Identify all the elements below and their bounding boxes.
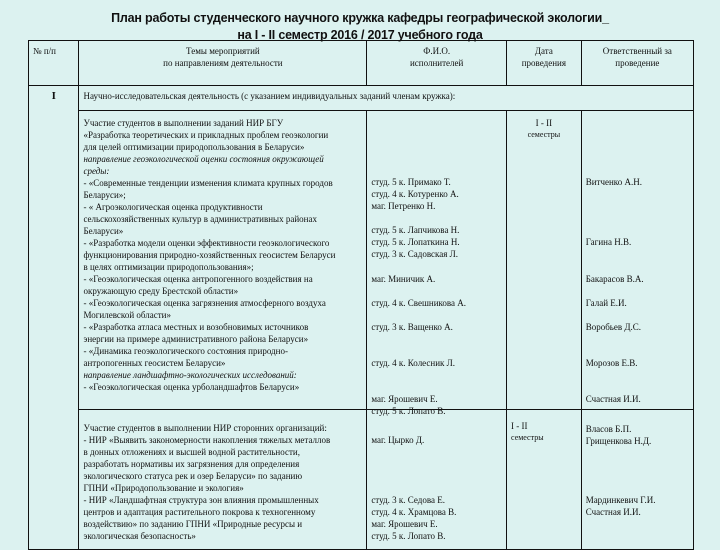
text-line: Участие студентов в выполнении заданий НИР БГУ — [83, 118, 284, 128]
executor-name: студ. 5 к. Лапчикова Н. — [371, 225, 460, 235]
text-line: Участие студентов в выполнении НИР сторонних организаций: — [83, 423, 327, 433]
header-row — [29, 41, 694, 86]
text-line: направление геоэкологической оценки состояния окружающей — [83, 154, 324, 164]
responsible-name: Власов Б.П. — [585, 424, 632, 434]
text-line: - «Динамика геоэкологического состояния природно- — [83, 346, 288, 356]
responsible-name: Галай Е.И. — [585, 298, 627, 308]
responsible-name: Мардинкевич Г.И. — [585, 495, 656, 505]
text-line: антропогенных геосистем Беларуси» — [83, 358, 226, 368]
header-date: Дата проведения — [507, 41, 582, 86]
text-line: центров и адаптация растительного покрова к техногенному — [83, 507, 316, 517]
executor-name: студ. 3 к. Ващенко А. — [371, 322, 453, 332]
header-num: № п/п — [29, 41, 79, 86]
executor-name: студ. 4 к. Котуренко А. — [371, 189, 459, 199]
date-cell: I - II семестры — [507, 410, 582, 550]
text-line: экологическая безопасность» — [83, 531, 196, 541]
executor-name: студ. 5 к. Лопато В. — [371, 531, 446, 541]
responsible-name: Бакарасов В.А. — [585, 274, 644, 284]
responsible-name: Морозов Е.В. — [585, 358, 638, 368]
text-line: экологического статуса рек и озер Беларуси» по заданию — [83, 471, 303, 481]
text-line: - « Агроэкологическая оценка продуктивности — [83, 202, 263, 212]
text-line: Беларуси» — [83, 226, 124, 236]
text-line: - «Геоэкологическая оценка загрязнения атмосферного воздуха — [83, 298, 326, 308]
text-line: в целях оптимизации природопользования»; — [83, 262, 254, 272]
text-line: энергии на примере административного района Беларуси» — [83, 334, 309, 344]
responsible-name: Гагина Н.В. — [585, 237, 632, 247]
responsible-name: Счастная И.И. — [585, 507, 641, 517]
text-line: в донных отложениях и высшей водной растительности, — [83, 447, 300, 457]
text-line: для целей оптимизации природопользования в Беларуси» — [83, 142, 305, 152]
text-line: - «Геоэкологическая оценка урболандшафтов Беларуси» — [83, 382, 300, 392]
executor-name: студ. 5 к. Примако Т. — [371, 177, 451, 187]
executor-name: студ. 5 к. Лопаткина Н. — [371, 237, 460, 247]
text-line: функционирования природно-хозяйственных геосистем Беларуси — [83, 250, 336, 260]
table-row — [29, 410, 694, 550]
topic-cell — [79, 410, 367, 550]
text-line: Беларуси»; — [83, 190, 126, 200]
header-topic: Темы мероприятий по направлениям деятельности — [79, 41, 367, 86]
table-row — [29, 111, 694, 410]
responsible-name: Грищенкова Н.Д. — [585, 436, 652, 446]
responsible-cell — [581, 410, 693, 550]
page-title — [0, 10, 720, 44]
text-line: - «Современные тенденции изменения климата крупных городов — [83, 178, 333, 188]
text-line: окружающую среду Брестской области» — [83, 286, 239, 296]
executor-name: маг. Цырко Д. — [371, 435, 425, 445]
fio-cell — [367, 410, 507, 550]
topic-cell — [79, 111, 367, 410]
text-line: воздействию» по заданию ГПНИ «Природные ресурсы и — [83, 519, 303, 529]
executor-name: маг. Миничик А. — [371, 274, 436, 284]
text-line: Могилевской области» — [83, 310, 171, 320]
title-line-1: План работы студенческого научного кружка кафедры географической экологии_ — [111, 11, 609, 25]
text-line: направление ландшафтно-экологических исследований: — [83, 370, 297, 380]
section-row — [29, 86, 694, 111]
executor-name: студ. 4 к. Храмцова В. — [371, 507, 457, 517]
executor-name: маг. Ярошевич Е. — [371, 519, 438, 529]
text-line: - «Разработка атласа местных и возобновимых источников — [83, 322, 309, 332]
header-responsible: Ответственный за проведение — [581, 41, 693, 86]
executor-name: студ. 5 к. Лопато В. — [371, 406, 446, 416]
executor-name: студ. 4 к. Свешникова А. — [371, 298, 467, 308]
plan-table — [28, 40, 694, 550]
text-line: - «Разработка модели оценки эффективности геоэкологического — [83, 238, 330, 248]
executor-name: студ. 4 к. Колесник Л. — [371, 358, 456, 368]
responsible-cell — [581, 111, 693, 410]
executor-name: маг. Петренко Н. — [371, 201, 436, 211]
date-cell: I - II семестры — [507, 111, 582, 410]
text-line: разработать нормативы их загрязнения для определения — [83, 459, 300, 469]
responsible-name: Воробьев Д.С. — [585, 322, 642, 332]
text-line: - «Геоэкологическая оценка антропогенного воздействия на — [83, 274, 313, 284]
text-line: сельскохозяйственных культур в административных районах — [83, 214, 317, 224]
responsible-name: Счастная И.И. — [585, 394, 641, 404]
responsible-name: Витченко А.Н. — [585, 177, 642, 187]
executor-name: маг. Ярошевич Е. — [371, 394, 438, 404]
text-line: ГПНИ «Природопользование и экология» — [83, 483, 244, 493]
text-line: - НИР «Ландшафтная структура зон влияния промышленных — [83, 495, 319, 505]
section-title: Научно-исследовательская деятельность (с указанием индивидуальных заданий членам кружка): — [79, 86, 694, 111]
fio-cell — [367, 111, 507, 416]
section-number: I — [29, 86, 79, 550]
text-line: среды: — [83, 166, 110, 176]
header-fio: Ф.И.О. исполнителей — [367, 41, 507, 86]
title-line-2: на I - II семестр 2016 / 2017 учебного года — [237, 28, 483, 42]
text-line: «Разработка теоретических и прикладных проблем геоэкологии — [83, 130, 329, 140]
text-line: - НИР «Выявить закономерности накопления тяжелых металлов — [83, 435, 331, 445]
executor-name: студ. 3 к. Седова Е. — [371, 495, 445, 505]
executor-name: студ. 3 к. Садовская Л. — [371, 249, 458, 259]
